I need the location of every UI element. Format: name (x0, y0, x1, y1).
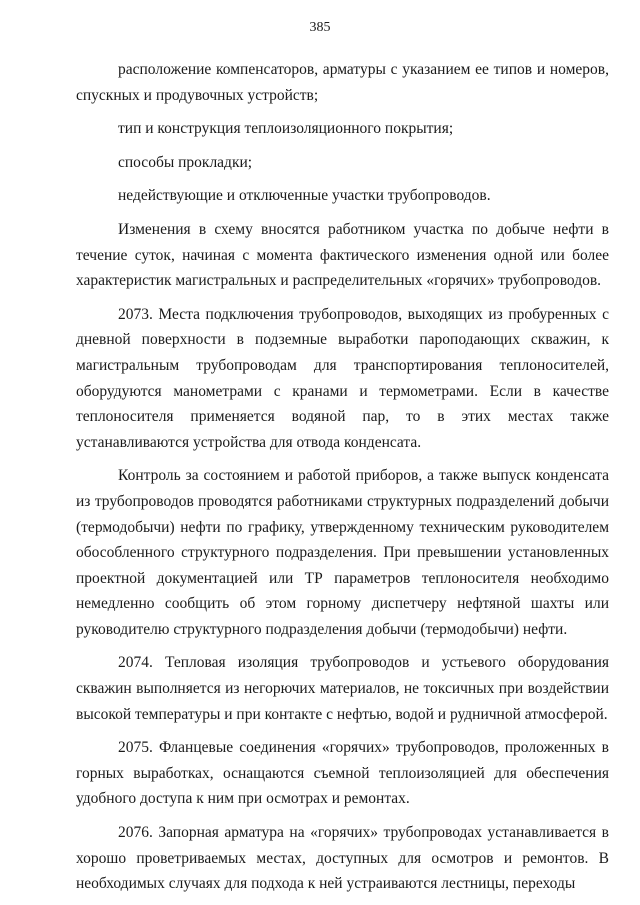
document-body (76, 57, 609, 897)
paragraph-list-item-1: расположение компенсаторов, арматуры с указанием ее типов и номеров, спускных и продувочных устройств; (76, 61, 609, 104)
paragraph-instrument-control: Контроль за состоянием и работой приборов, а также выпуск конденсата из трубопроводов проводятся работниками структурных подразделений добычи (термодобычи) нефти по графику, утвержденному техническим руководителем обособленного структурного подразделения. При превышении установленных проектной документацией или ТР параметров теплоносителя необходимо немедленно сообщить об этом горному диспетчеру нефтяной шахты или руководителю структурного подразделения добычи (термодобычи) нефти. (76, 467, 609, 638)
paragraph-list-item-2: тип и конструкция теплоизоляционного покрытия; (118, 120, 454, 138)
paragraph-2073: 2073. Места подключения трубопроводов, выходящих из пробуренных с дневной поверхности в подземные выработки пароподающих скважин, к магистральным трубопроводам для транспортирования теплоносителей, оборудуются манометрами с кранами и термометрами. Если в качестве теплоносителя применяется водяной пар, то в этих местах также устанавливаются устройства для отвода конденсата. (76, 305, 609, 451)
paragraph-list-item-3: способы прокладки; (118, 153, 253, 171)
paragraph-2075: 2075. Фланцевые соединения «горячих» трубопроводов, проложенных в горных выработках, оснащаются съемной теплоизоляцией для обеспечения удобного доступа к ним при осмотрах и ремонтах. (76, 739, 609, 808)
paragraph-schema-changes: Изменения в схему вносятся работником участка по добыче нефти в течение суток, начиная с момента фактического изменения одной или более характеристик магистральных и распределительных «горячих» трубопроводов. (76, 220, 609, 290)
paragraph-2074: 2074. Тепловая изоляция трубопроводов и устьевого оборудования скважин выполняется из негорючих материалов, не токсичных при воздействии высокой температуры и при контакте с нефтью, водой и рудничной атмосферой. (76, 654, 609, 723)
paragraph-list-item-4: недействующие и отключенные участки трубопроводов. (118, 187, 491, 205)
page-number: 385 (309, 20, 331, 35)
paragraph-2076: 2076. Запорная арматура на «горячих» трубопроводах устанавливается в хорошо проветриваемых местах, доступных для осмотров и ремонтов. В необходимых случаях для подхода к ней устраиваются лестницы, переходы (76, 824, 609, 893)
